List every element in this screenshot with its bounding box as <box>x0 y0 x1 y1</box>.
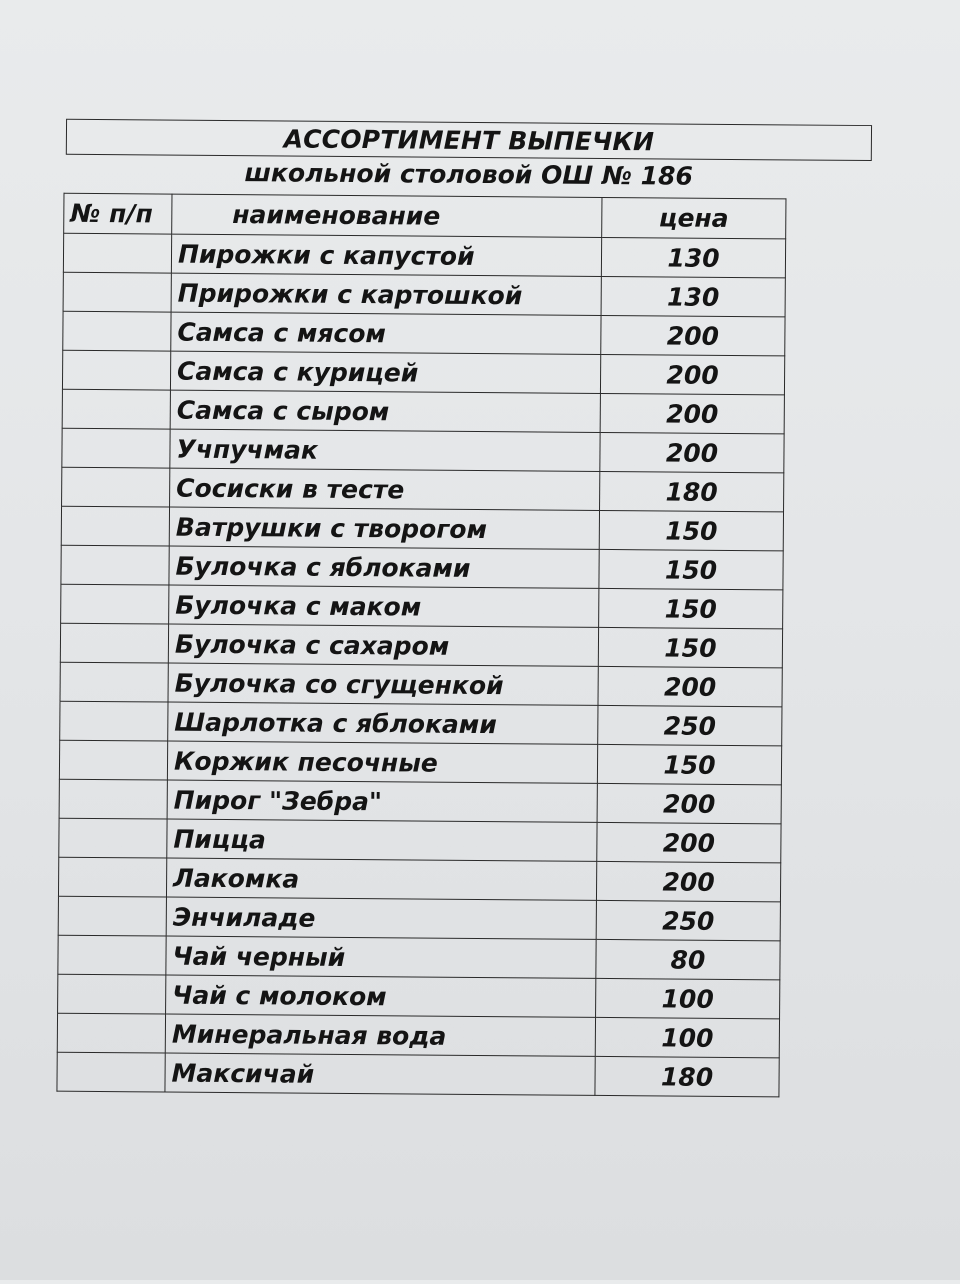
table-row <box>60 662 782 707</box>
item-number-cell <box>63 233 171 273</box>
item-name-cell: Энчиладе <box>166 897 596 939</box>
document-title: АССОРТИМЕНТ ВЫПЕЧКИ <box>283 123 655 156</box>
table-row <box>57 1013 779 1058</box>
table-row <box>62 428 784 473</box>
item-price-cell: 200 <box>600 354 784 394</box>
table-row <box>62 350 784 395</box>
item-price-cell: 200 <box>601 315 785 355</box>
item-price-cell: 200 <box>596 861 780 901</box>
item-name-cell: Самса с мясом <box>171 312 601 354</box>
item-name-cell: Булочка с маком <box>169 585 599 627</box>
item-number-cell <box>59 740 167 780</box>
item-number-cell <box>57 1013 165 1053</box>
item-price-cell: 80 <box>596 939 780 979</box>
pastry-price-table <box>56 193 786 1098</box>
table-row <box>58 935 780 980</box>
item-number-cell <box>62 389 170 429</box>
item-name-cell: Булочка со сгущенкой <box>168 663 598 705</box>
table-row <box>58 857 780 902</box>
item-name-cell: Пирожки с капустой <box>171 234 601 276</box>
item-number-cell <box>62 467 170 507</box>
item-name-cell: Сосиски в тесте <box>170 468 600 510</box>
item-price-cell: 200 <box>600 432 784 472</box>
item-price-cell: 130 <box>601 276 785 316</box>
item-name-cell: Чай с молоком <box>166 975 596 1017</box>
item-name-cell: Шарлотка с яблоками <box>168 702 598 744</box>
item-price-cell: 150 <box>599 510 783 550</box>
item-price-cell: 130 <box>601 237 785 277</box>
item-name-cell: Булочка с сахаром <box>168 624 598 666</box>
item-price-cell: 200 <box>600 393 784 433</box>
item-name-cell: Булочка с яблоками <box>169 546 599 588</box>
item-number-cell <box>63 311 171 351</box>
item-name-cell: Пицца <box>167 819 597 861</box>
item-number-cell <box>60 623 168 663</box>
column-header-name: наименование <box>172 194 602 237</box>
item-number-cell <box>58 896 166 936</box>
column-header-price: цена <box>602 197 786 238</box>
item-name-cell: Прирожки с картошкой <box>171 273 601 315</box>
item-name-cell: Максичай <box>165 1053 595 1095</box>
table-body <box>57 233 786 1097</box>
table-row <box>59 779 781 824</box>
table-row <box>63 272 785 317</box>
table-row <box>63 233 785 278</box>
table-row <box>57 1052 779 1097</box>
item-price-cell: 200 <box>598 666 782 706</box>
item-price-cell: 200 <box>597 783 781 823</box>
item-name-cell: Лакомка <box>166 858 596 900</box>
item-name-cell: Коржик песочные <box>167 741 597 783</box>
table-row <box>58 896 780 941</box>
document-subtitle: школьной столовой ОШ № 186 <box>244 158 693 191</box>
table-row <box>58 974 780 1019</box>
table-row <box>63 311 785 356</box>
item-name-cell: Минеральная вода <box>165 1014 595 1056</box>
table-row <box>62 389 784 434</box>
item-number-cell <box>61 584 169 624</box>
item-name-cell: Чай черный <box>166 936 596 978</box>
item-price-cell: 150 <box>598 627 782 667</box>
item-number-cell <box>60 662 168 702</box>
title-box <box>66 119 872 161</box>
item-number-cell <box>62 428 170 468</box>
item-number-cell <box>58 974 166 1014</box>
table-row <box>60 701 782 746</box>
table-header-row <box>64 193 786 239</box>
item-number-cell <box>63 272 171 312</box>
item-number-cell <box>58 857 166 897</box>
item-price-cell: 150 <box>599 549 783 589</box>
item-number-cell <box>57 1052 165 1092</box>
item-price-cell: 150 <box>597 744 781 784</box>
table-row <box>61 584 783 629</box>
table-row <box>61 545 783 590</box>
item-price-cell: 100 <box>596 978 780 1018</box>
item-number-cell <box>61 545 169 585</box>
item-name-cell: Пирог "Зебра" <box>167 780 597 822</box>
item-number-cell <box>58 935 166 975</box>
item-number-cell <box>60 701 168 741</box>
item-price-cell: 100 <box>595 1017 779 1057</box>
item-number-cell <box>59 779 167 819</box>
item-number-cell <box>59 818 167 858</box>
item-name-cell: Ватрушки с творогом <box>169 507 599 549</box>
item-price-cell: 200 <box>597 822 781 862</box>
item-number-cell <box>61 506 169 546</box>
table-row <box>60 623 782 668</box>
table-row <box>59 740 781 785</box>
item-name-cell: Учпучмак <box>170 429 600 471</box>
table-row <box>62 467 784 512</box>
item-price-cell: 250 <box>596 900 780 940</box>
item-price-cell: 250 <box>598 705 782 745</box>
item-price-cell: 180 <box>595 1056 779 1096</box>
item-price-cell: 180 <box>600 471 784 511</box>
table-row <box>59 818 781 863</box>
item-number-cell <box>62 350 170 390</box>
column-header-number: № п/п <box>64 193 172 234</box>
table-row <box>61 506 783 551</box>
item-price-cell: 150 <box>599 588 783 628</box>
item-name-cell: Самса с сыром <box>170 390 600 432</box>
item-name-cell: Самса с курицей <box>170 351 600 393</box>
